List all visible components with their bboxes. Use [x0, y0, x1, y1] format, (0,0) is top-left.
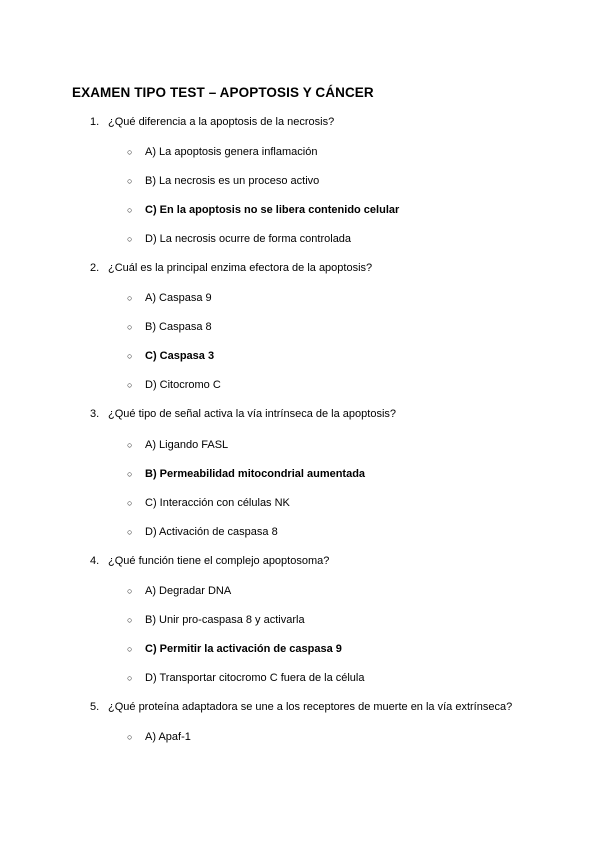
- option-text-correct: C) Caspasa 3: [145, 350, 215, 362]
- question-text: ¿Cuál es la principal enzima efectora de la apoptosis?: [108, 262, 373, 274]
- bullet-icon: ○: [127, 732, 133, 742]
- bullet-icon: ○: [127, 644, 133, 654]
- option-text: D) Citocromo C: [145, 379, 221, 391]
- option-text: A) Ligando FASL: [145, 439, 229, 451]
- question-number: 4.: [90, 555, 100, 567]
- bullet-icon: ○: [127, 469, 133, 479]
- option-text: A) Caspasa 9: [145, 292, 212, 304]
- option-text: B) Unir pro-caspasa 8 y activarla: [145, 614, 305, 626]
- option-text-correct: C) En la apoptosis no se libera contenido celular: [145, 204, 400, 216]
- bullet-icon: ○: [127, 205, 133, 215]
- bullet-icon: ○: [127, 673, 133, 683]
- question-text: ¿Qué tipo de señal activa la vía intrínseca de la apoptosis?: [108, 408, 397, 420]
- option-text: B) La necrosis es un proceso activo: [145, 175, 320, 187]
- option-text: B) Caspasa 8: [145, 321, 212, 333]
- bullet-icon: ○: [127, 615, 133, 625]
- option-text: D) Transportar citocromo C fuera de la célula: [145, 672, 365, 684]
- bullet-icon: ○: [127, 176, 133, 186]
- bullet-icon: ○: [127, 380, 133, 390]
- bullet-icon: ○: [127, 586, 133, 596]
- question-number: 3.: [90, 408, 100, 420]
- question-number: 2.: [90, 262, 100, 274]
- bullet-icon: ○: [127, 234, 133, 244]
- option-text: C) Interacción con células NK: [145, 497, 290, 509]
- bullet-icon: ○: [127, 351, 133, 361]
- bullet-icon: ○: [127, 293, 133, 303]
- question-number: 1.: [90, 116, 100, 128]
- bullet-icon: ○: [127, 322, 133, 332]
- option-text: D) La necrosis ocurre de forma controlada: [145, 233, 352, 245]
- page-title: EXAMEN TIPO TEST – APOPTOSIS Y CÁNCER: [72, 85, 374, 100]
- question-text: ¿Qué diferencia a la apoptosis de la necrosis?: [108, 116, 335, 128]
- option-text-correct: C) Permitir la activación de caspasa 9: [145, 643, 342, 655]
- question-text: ¿Qué función tiene el complejo apoptosoma?: [108, 555, 330, 567]
- option-text: A) La apoptosis genera inflamación: [145, 146, 318, 158]
- bullet-icon: ○: [127, 147, 133, 157]
- option-text: A) Apaf-1: [145, 731, 191, 743]
- question-number: 5.: [90, 701, 100, 713]
- question-text: ¿Qué proteína adaptadora se une a los receptores de muerte en la vía extrínseca?: [108, 701, 513, 713]
- bullet-icon: ○: [127, 498, 133, 508]
- option-text: A) Degradar DNA: [145, 585, 232, 597]
- bullet-icon: ○: [127, 527, 133, 537]
- option-text: D) Activación de caspasa 8: [145, 526, 278, 538]
- option-text-correct: B) Permeabilidad mitocondrial aumentada: [145, 468, 366, 480]
- bullet-icon: ○: [127, 440, 133, 450]
